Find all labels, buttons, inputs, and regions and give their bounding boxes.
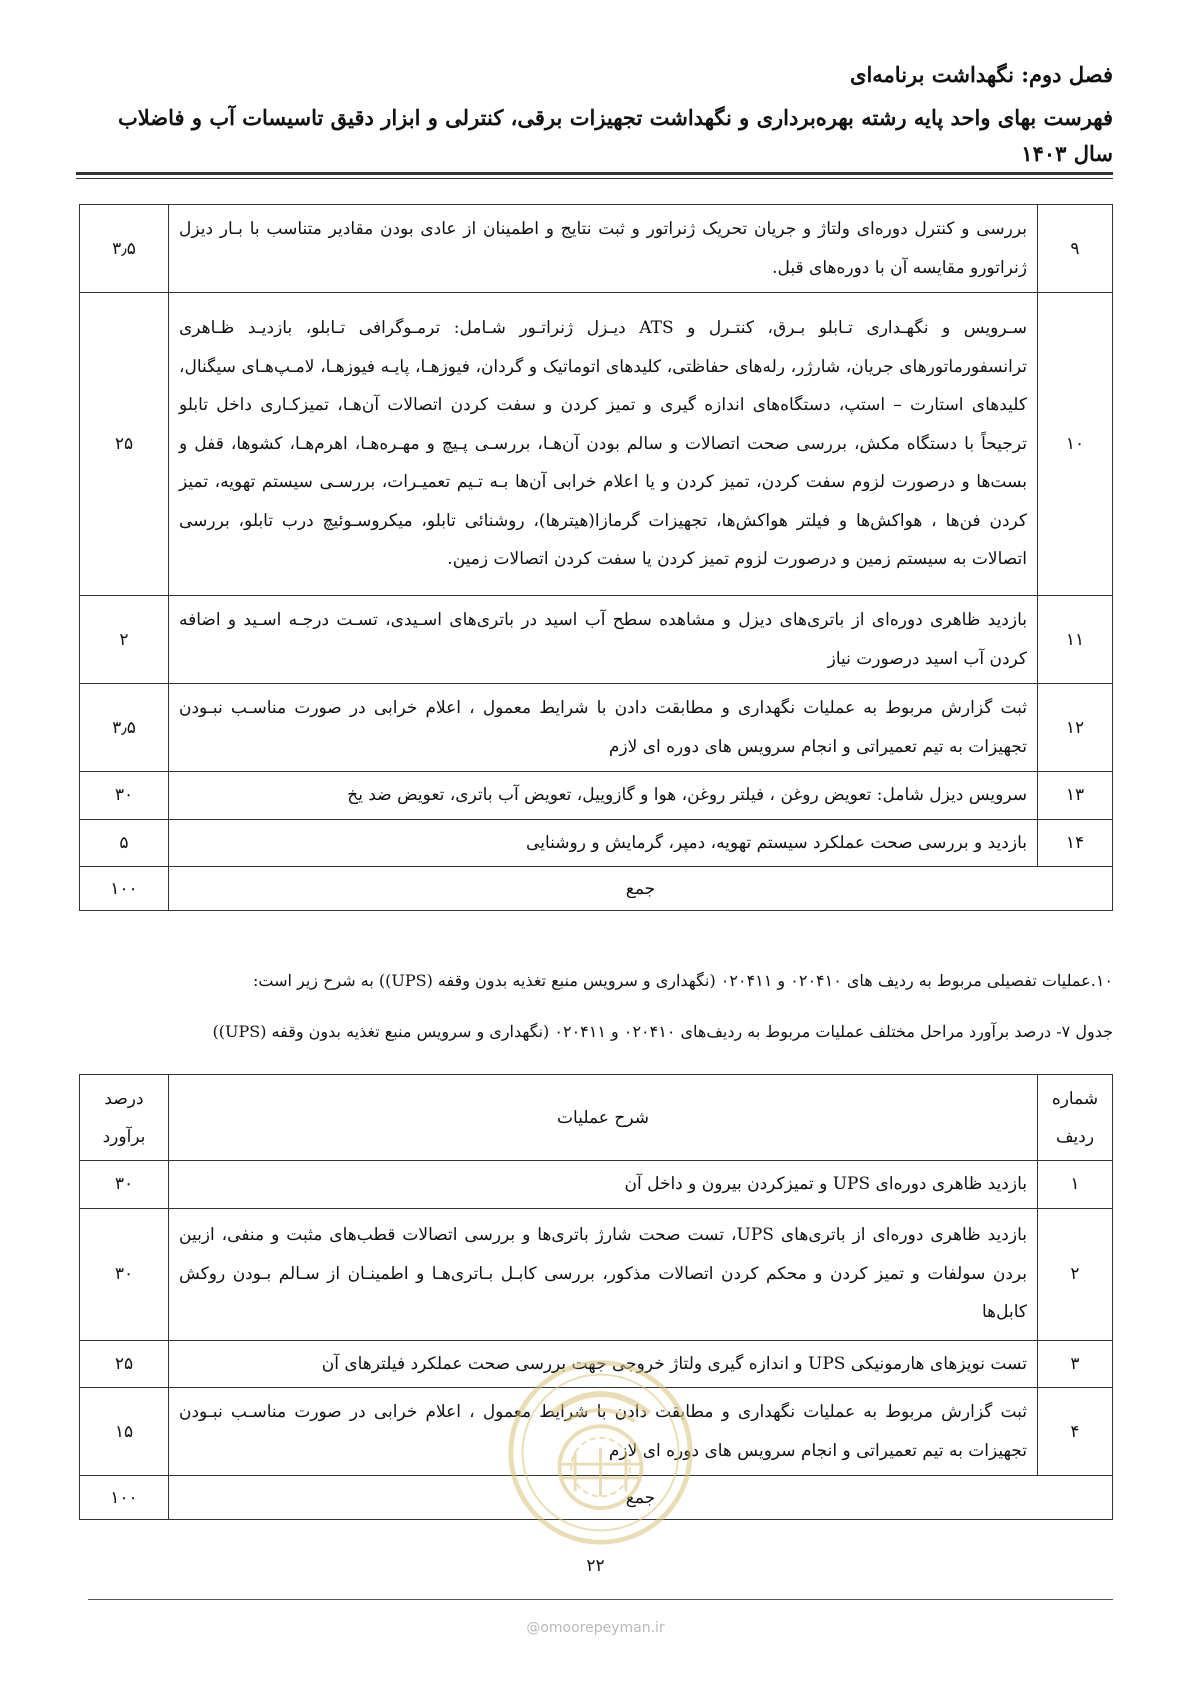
- document-title: فهرست بهای واحد پایه رشته بهره‌برداری و نگهداشت تجهیزات برقی، کنترلی و ابزار دقیق تاسیسات آب و فاضلاب سال ۱۴۰۳: [117, 105, 1113, 166]
- header-line: برآورد: [102, 1126, 146, 1147]
- table-row: [80, 1340, 1113, 1388]
- table-row: [80, 1161, 1113, 1209]
- row-number: ۱۲: [1038, 684, 1113, 772]
- row-number: ۲: [1038, 1208, 1113, 1340]
- total-value: ۱۰۰: [80, 867, 169, 911]
- total-row: [80, 1476, 1113, 1520]
- row-description: تست نویزهای هارمونیکی UPS و اندازه گیری ولتاژ خروجی جهت بررسی صحت عملکرد فیلترهای آن: [169, 1340, 1038, 1388]
- footer-divider: [88, 1599, 1113, 1600]
- total-value: ۱۰۰: [80, 1476, 169, 1520]
- table-caption: جدول ۷- درصد برآورد مراحل مختلف عملیات مربوط به ردیف‌های ۰۲۰۴۱۰ و ۰۲۰۴۱۱ (نگهداری و سرویس منبع تغذیه بدون وقفه (UPS)): [212, 1022, 1113, 1041]
- table-row: [80, 684, 1113, 772]
- column-header-description: شرح عملیات: [169, 1075, 1038, 1161]
- table-row: [80, 1208, 1113, 1340]
- header-divider-thin: [76, 178, 1113, 179]
- row-number: ۱: [1038, 1161, 1113, 1209]
- table-header-row: [80, 1075, 1113, 1161]
- row-percent: ۲: [80, 596, 169, 684]
- header-line: ردیف: [1055, 1126, 1095, 1147]
- row-percent: ۳۰: [80, 772, 169, 820]
- table-row: [80, 596, 1113, 684]
- row-number: ۳: [1038, 1340, 1113, 1388]
- column-header-percent: [80, 1075, 169, 1161]
- row-description: بازدید ظاهری دوره‌ای UPS و تمیزکردن بیرون و داخل آن: [169, 1161, 1038, 1209]
- row-percent: ۳۰: [80, 1161, 169, 1209]
- row-percent: ۳٫۵: [80, 684, 169, 772]
- column-header-row-number: [1038, 1075, 1113, 1161]
- row-description: ثبت گزارش مربوط به عملیات نگهداری و مطابقت دادن با شرایط معمول ، اعلام خرابی در صورت مناسـب نبـودن تجهیزات به تیم تعمیراتی و انجام سرویس های دوره ای لازم: [169, 684, 1038, 772]
- diesel-operations-table: [79, 204, 1113, 911]
- row-number: ۱۳: [1038, 772, 1113, 820]
- header-divider: [76, 172, 1113, 175]
- website-watermark: @omoorepeyman.ir: [526, 1620, 665, 1636]
- row-description: بررسی و کنترل دوره‌ای ولتاژ و جریان تحریک ژنراتور و ثبت نتایج و اطمینان از عادی بودن مقادیر متناسب با بـار دیزل ژنراتورو مقایسه آن با دوره‌های قبل.: [169, 205, 1038, 293]
- ups-operations-table: [79, 1074, 1113, 1520]
- total-label: جمع: [169, 1476, 1113, 1520]
- table-row: [80, 772, 1113, 820]
- row-percent: ۱۵: [80, 1388, 169, 1476]
- row-number: ۱۴: [1038, 819, 1113, 867]
- header-line: درصد: [104, 1088, 144, 1109]
- row-number: ۹: [1038, 205, 1113, 293]
- row-percent: ۲۵: [80, 1340, 169, 1388]
- row-description: بازدید و بررسی صحت عملکرد سیستم تهویه، دمپر، گرمایش و روشنایی: [169, 819, 1038, 867]
- row-description: بازدید ظاهری دوره‌ای از باتری‌های دیزل و مشاهده سطح آب اسید در باتری‌های اسـیدی، تسـت درجـه اسـید و اضافه کردن آب اسید درصورت نیاز: [169, 596, 1038, 684]
- table-row: [80, 1388, 1113, 1476]
- row-description: سـرویس و نگهـداری تـابلو بـرق، کنتـرل و ATS دیـزل ژنراتـور شـامل: ترمـوگرافی تـابلو، بازدیـد ظـاهری ترانسفورماتورهای جریان، شارژر، رله‌های حفاظتی، کلیدهای اتوماتیک و گردان، فیوزهـا، پایـه فیوزهـا، لامـپ‌هـای سیگنال، کلیدهای استارت – استپ، دستگاه‌های اندازه گیری و تمیز کردن و سفت کردن اتصالات آن‌هـا، تمیزکـاری داخل تابلو ترجیحاً با دستگاه مکش، بررسی صحت اتصالات و سالم بودن آن‌هـا، بررسـی پـیچ و مهـره‌هـا، اهرم‌هـا، کشوها، قفل و بست‌ها و درصورت لزوم سفت کردن، تمیز کردن و یا اعلام خرابی آن‌ها بـه تـیم تعمیـرات، بررسـی سیستم تهویه، تمیز کردن فن‌ها ، هواکش‌ها و فیلتر هواکش‌ها، تجهیزات گرمازا(هیترها)، روشنائی تابلو، میکروسـوئیچ درب تابلو، بررسی اتصالات به سیستم زمین و درصورت لزوم تمیز کردن یا سفت کردن اتصالات زمین.: [169, 293, 1038, 596]
- row-number: ۱۱: [1038, 596, 1113, 684]
- row-percent: ۲۵: [80, 293, 169, 596]
- row-percent: ۳٫۵: [80, 205, 169, 293]
- total-label: جمع: [169, 867, 1113, 911]
- row-description: ثبت گزارش مربوط به عملیات نگهداری و مطابقت دادن با شرایط معمول ، اعلام خرابی در صورت مناسـب نبـودن تجهیزات به تیم تعمیراتی و انجام سرویس های دوره ای لازم: [169, 1388, 1038, 1476]
- section-note: ۱۰.عملیات تفصیلی مربوط به ردیف های ۰۲۰۴۱۰ و ۰۲۰۴۱۱ (نگهداری و سرویس منبع تغذیه بدون وقفه (UPS)) به شرح زیر است:: [252, 971, 1113, 990]
- table-row: [80, 819, 1113, 867]
- table-row: [80, 205, 1113, 293]
- page-number: ۲۲: [586, 1556, 605, 1576]
- row-description: بازدید ظاهری دوره‌ای از باتری‌های UPS، تست صحت شارژ باتری‌ها و بررسی اتصالات قطب‌های مثبت و منفی، ازبین بردن سولفات و تمیز کردن و محکم کردن اتصالات مذکور، بررسی کابـل بـاتری‌هـا و اطمینـان از سـالم بـودن روکش کابل‌ها: [169, 1208, 1038, 1340]
- total-row: [80, 867, 1113, 911]
- header-line: شماره: [1051, 1088, 1099, 1109]
- row-number: ۴: [1038, 1388, 1113, 1476]
- row-percent: ۳۰: [80, 1208, 169, 1340]
- table-row: [80, 293, 1113, 596]
- row-description: سرویس دیزل شامل: تعویض روغن ، فیلتر روغن، هوا و گازوییل، تعویض آب باتری، تعویض ضد یخ: [169, 772, 1038, 820]
- chapter-heading: فصل دوم: نگهداشت برنامه‌ای: [850, 62, 1113, 87]
- row-number: ۱۰: [1038, 293, 1113, 596]
- row-percent: ۵: [80, 819, 169, 867]
